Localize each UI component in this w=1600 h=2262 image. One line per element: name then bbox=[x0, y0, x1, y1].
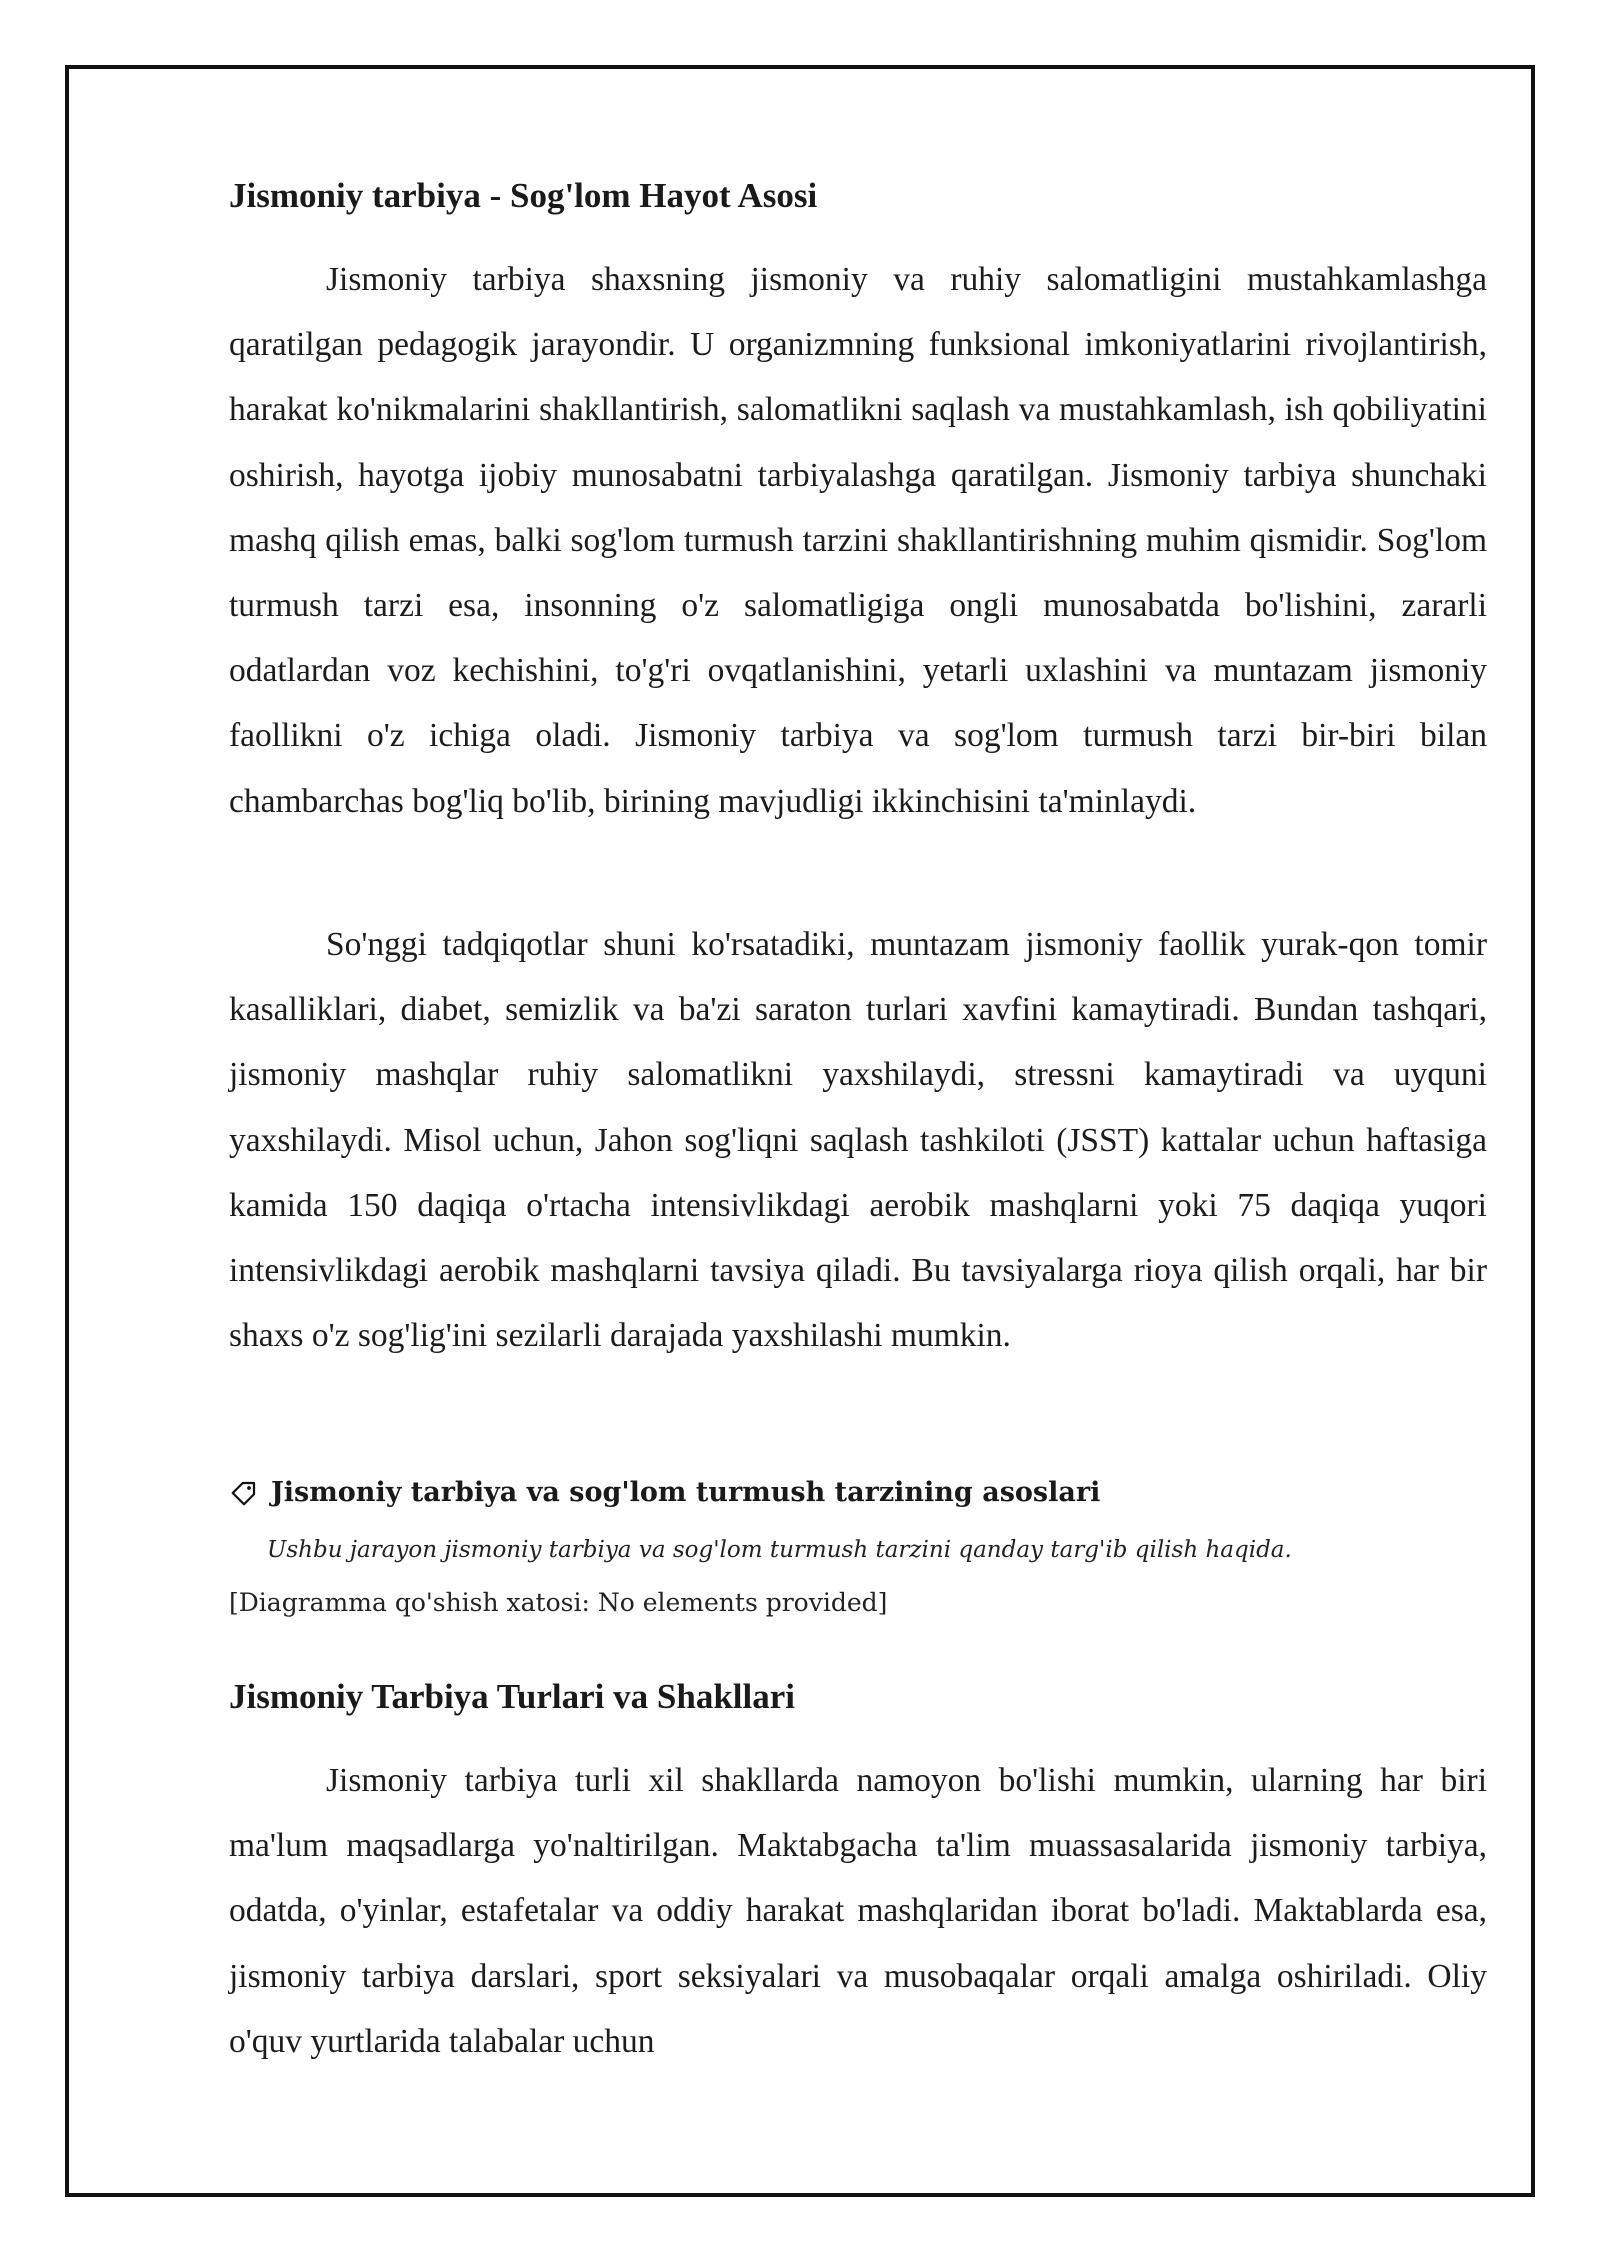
paragraph-types: Jismoniy tarbiya turli xil shakllarda namoyon bo'lishi mumkin, ularning har biri ma'lum maqsadlarga yo'naltirilgan. Maktabgacha ta'lim muassasalarida jismoniy tarbiya, odatda, o'yinlar, estafetalar va oddiy harakat mashqlaridan iborat bo'ladi. Maktablarda esa, jismoniy tarbiya darslari, sport seksiyalari va musobaqalar orqali amalga oshiriladi. Oliy o'quv yurtlarida talabalar uchun bbox=[229, 1762, 1487, 2060]
section-heading-basics: Jismoniy tarbiya - Sog'lom Hayot Asosi bbox=[229, 176, 818, 215]
tag-icon bbox=[229, 1478, 259, 1508]
diagram-error-message: [Diagramma qo'shish xatosi: No elements provided] bbox=[229, 1588, 888, 1617]
section-heading-types: Jismoniy Tarbiya Turlari va Shakllari bbox=[229, 1677, 795, 1716]
paragraph-research: So'nggi tadqiqotlar shuni ko'rsatadiki, muntazam jismoniy faollik yurak-qon tomir kasalliklari, diabet, semizlik va ba'zi saraton turlari xavfini kamaytiradi. Bundan tashqari, jismoniy mashqlar ruhiy salomatlikni yaxshilaydi, stressni kamaytiradi va uyquni yaxshilaydi. Misol uchun, Jahon sog'liqni saqlash tashkiloti (JSST) kattalar uchun haftasiga kamida 150 daqiqa o'rtacha intensivlikdagi aerobik mashqlarni yoki 75 daqiqa yuqori intensivlikdagi aerobik mashqlarni tavsiya qiladi. Bu tavsiyalarga rioya qilish orqali, har bir shaxs o'z sog'lig'ini sezilarli darajada yaxshilashi mumkin. bbox=[229, 926, 1487, 1355]
diagram-caption: Ushbu jarayon jismoniy tarbiya va sog'lom turmush tarzini qanday targ'ib qilish haqida. bbox=[267, 1537, 1292, 1563]
diagram-title-text: Jismoniy tarbiya va sog'lom turmush tarzining asoslari bbox=[271, 1477, 1101, 1508]
paragraph-definition: Jismoniy tarbiya shaxsning jismoniy va ruhiy salomatligini mustahkamlashga qaratilgan pedagogik jarayondir. U organizmning funksional imkoniyatlarini rivojlantirish, harakat ko'nikmalarini shakllantirish, salomatlikni saqlash va mustahkamlash, ish qobiliyatini oshirish, hayotga ijobiy munosabatni tarbiyalashga qaratilgan. Jismoniy tarbiya shunchaki mashq qilish emas, balki sog'lom turmush tarzini shakllantirishning muhim qismidir. Sog'lom turmush tarzi esa, insonning o'z salomatligiga ongli munosabatda bo'lishini, zararli odatlardan voz kechishini, to'g'ri ovqatlanishini, yetarli uxlashini va muntazam jismoniy faollikni o'z ichiga oladi. Jismoniy tarbiya va sog'lom turmush tarzi bir-biri bilan chambarchas bog'liq bo'lib, birining mavjudligi ikkinchisini ta'minlaydi. bbox=[229, 261, 1487, 820]
diagram-title bbox=[229, 1475, 1487, 1511]
